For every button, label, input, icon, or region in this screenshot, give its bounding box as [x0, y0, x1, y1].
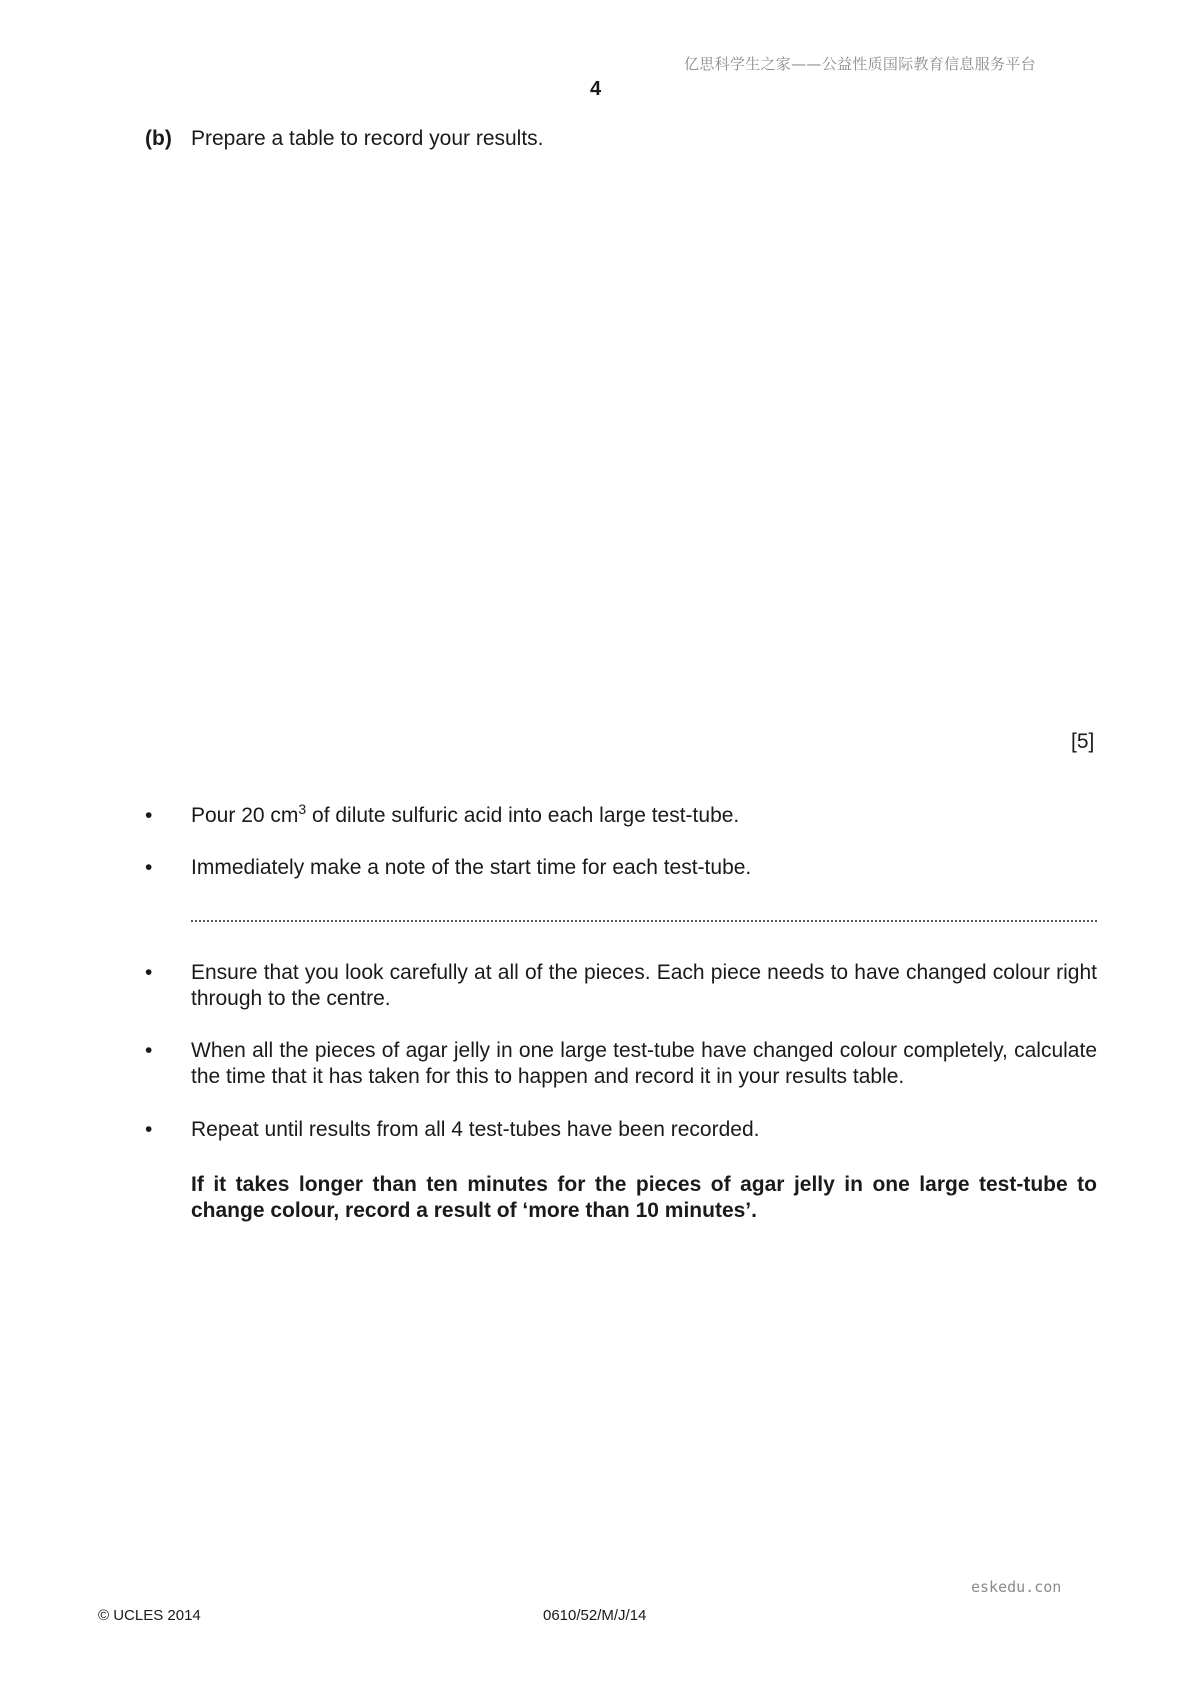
time-limit-note: If it takes longer than ten minutes for the pieces of agar jelly in one large test-tube to change colour, record a result of ‘more than 10 minutes’.: [191, 1173, 1097, 1222]
question-prompt: Prepare a table to record your results.: [191, 127, 544, 150]
bullet-3: •: [145, 961, 153, 984]
page-number: 4: [589, 78, 602, 100]
question-label: (b): [145, 127, 172, 150]
copyright: © UCLES 2014: [98, 1607, 201, 1624]
step-1-post: of dilute sulfuric acid into each large test-tube.: [306, 804, 740, 827]
bullet-5: •: [145, 1118, 153, 1141]
bullet-2: •: [145, 856, 153, 879]
paper-code: 0610/52/M/J/14: [543, 1607, 647, 1624]
step-5: Repeat until results from all 4 test-tubes have been recorded.: [191, 1118, 760, 1141]
marks-label: [5]: [1071, 730, 1095, 753]
step-1-sup: 3: [298, 801, 307, 817]
bullet-4: •: [145, 1039, 153, 1062]
step-2: Immediately make a note of the start time for each test-tube.: [191, 856, 752, 879]
bullet-1: •: [145, 804, 153, 827]
step-1: [191, 803, 1097, 829]
step-1-pre: Pour 20 cm: [191, 804, 299, 827]
footer-watermark: eskedu.con: [971, 1578, 1062, 1596]
step-4: When all the pieces of agar jelly in one large test-tube have changed colour completely, calculate the time that it has taken for this to happen and record it in your results table.: [191, 1039, 1097, 1088]
step-3: Ensure that you look carefully at all of the pieces. Each piece needs to have changed colour right through to the centre.: [191, 961, 1097, 1010]
answer-dotted-line[interactable]: [191, 920, 1097, 922]
header-watermark: 亿思科学生之家——公益性质国际教育信息服务平台: [684, 55, 1036, 73]
